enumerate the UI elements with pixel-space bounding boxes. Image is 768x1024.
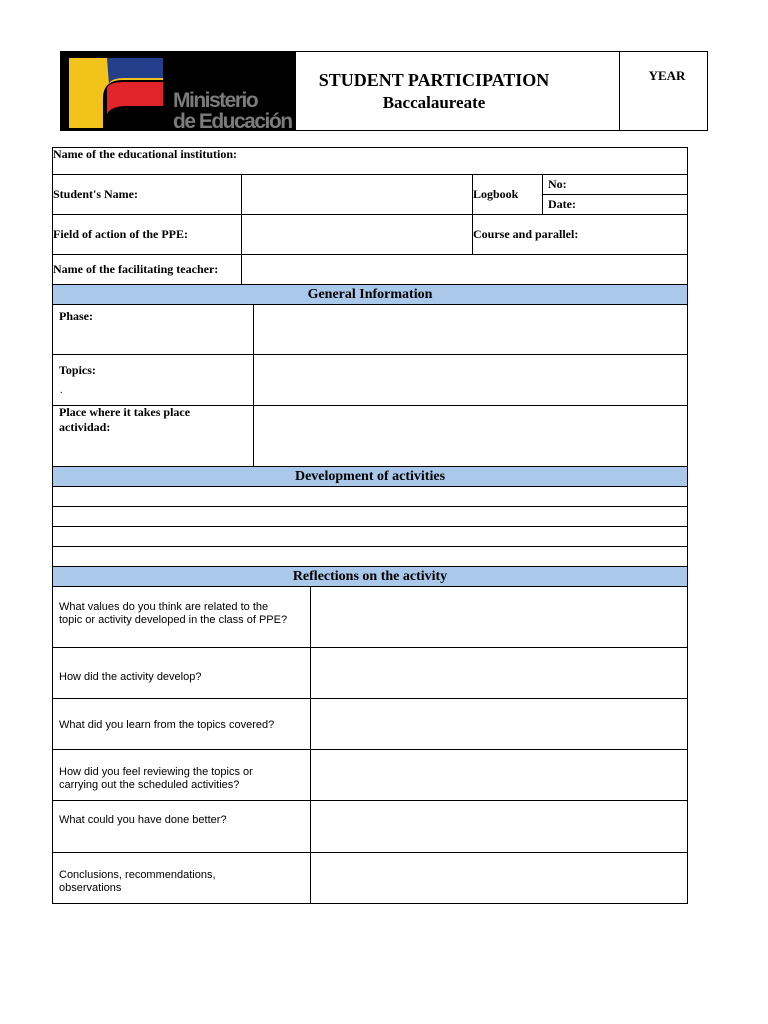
year-box: [619, 51, 708, 131]
reflection-question-6: Conclusions, recommendations, observations: [59, 869, 216, 894]
reflection-answer-6[interactable]: [310, 852, 688, 904]
logo-text-line-1: Ministerio: [173, 89, 258, 112]
header-title: STUDENT PARTICIPATION: [318, 70, 550, 90]
logbook-date-label: Date:: [548, 197, 576, 211]
general-info-heading: General Information: [52, 284, 688, 305]
institution-label: Name of the educational institution:: [53, 147, 237, 161]
teacher-name-field[interactable]: [241, 254, 688, 285]
reflection-answer-1[interactable]: [310, 586, 688, 648]
place-label-line-2: actividad:: [59, 420, 111, 434]
course-label: Course and parallel:: [473, 227, 579, 241]
reflection-question-2: How did the activity develop?: [59, 671, 202, 683]
reflection-question-1: What values do you think are related to the topic or activity developed in the class of PPE?: [59, 601, 288, 626]
development-row-1[interactable]: [52, 486, 688, 507]
development-row-4[interactable]: [52, 546, 688, 567]
reflection-question-cell-5: [52, 800, 311, 853]
place-field[interactable]: [253, 405, 688, 467]
logbook-no-label: No:: [548, 177, 567, 191]
ministry-logo: [61, 52, 296, 130]
reflection-answer-5[interactable]: [310, 800, 688, 853]
topics-mark: .: [60, 385, 63, 396]
topics-label: Topics:: [59, 363, 96, 377]
reflection-question-3: What did you learn from the topics covered?: [59, 719, 275, 731]
reflection-answer-4[interactable]: [310, 749, 688, 801]
phase-label: Phase:: [59, 309, 93, 323]
reflection-answer-3[interactable]: [310, 698, 688, 750]
reflection-answer-2[interactable]: [310, 647, 688, 699]
topics-field[interactable]: [253, 354, 688, 406]
phase-field[interactable]: [253, 304, 688, 355]
header-subtitle: Baccalaureate: [382, 93, 486, 112]
place-label-line-1: Place where it takes place: [59, 405, 191, 419]
development-heading: Development of activities: [52, 466, 688, 487]
reflections-heading: Reflections on the activity: [52, 566, 688, 587]
year-label: YEAR: [648, 68, 686, 83]
topics-label-cell: [52, 354, 254, 406]
student-label: Student's Name:: [53, 187, 139, 201]
reflection-question-4: How did you feel reviewing the topics or carrying out the scheduled activities?: [59, 766, 253, 791]
teacher-label: Name of the facilitating teacher:: [53, 262, 219, 276]
field-of-action-label: Field of action of the PPE:: [53, 227, 188, 241]
logbook-label: Logbook: [473, 187, 519, 201]
logo-text-line-2: de Educación: [173, 110, 292, 130]
field-of-action-field[interactable]: [241, 214, 473, 255]
development-row-3[interactable]: [52, 526, 688, 547]
development-row-2[interactable]: [52, 506, 688, 527]
student-name-field[interactable]: [241, 174, 473, 215]
reflection-question-5: What could you have done better?: [59, 814, 227, 826]
